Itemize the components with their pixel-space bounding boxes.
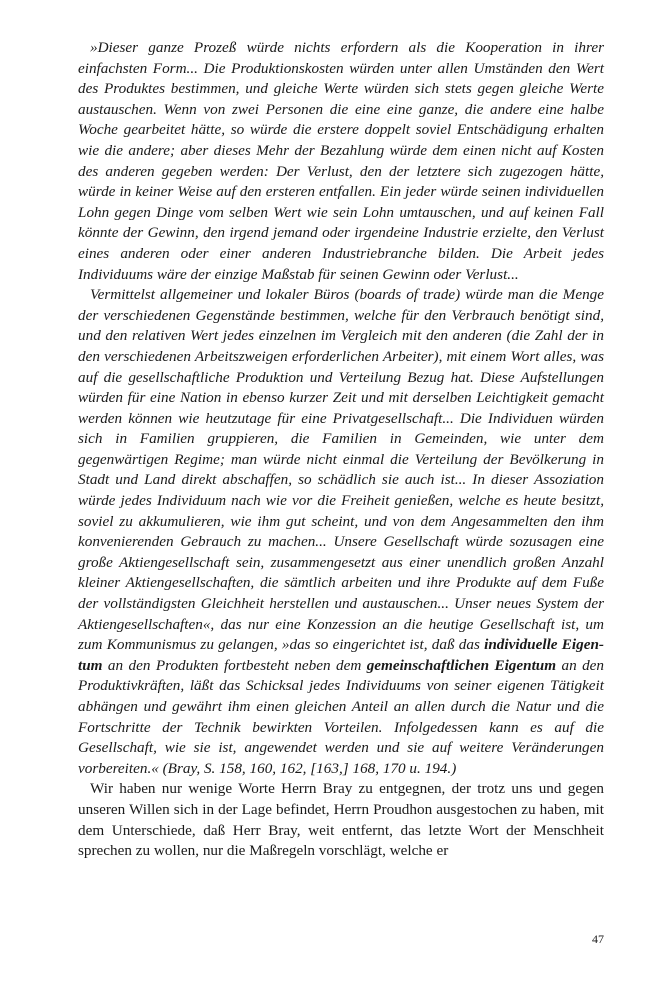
emphasis-individual-property: individuelle Eigentum	[78, 636, 604, 674]
quote-text-segment: Vermittelst allgemeiner und lokaler Büros (boards of trade) würde man die Menge der verschiedenen Gegenstände bestimmen, welche für den Verbrauch benötigt sind, und den relativen Wert jedes einzelnen im Vergleich mit den anderen (die Zahl der in den verschiedenen Arbeitszweigen erforderlichen Arbeiter), mit einem Wort alles, was auf die gesellschaftliche Produktion und Verteilung Bezug hat. Diese Aufstellungen würden für eine Nation in ebenso kurzer Zeit und mit derselben Leichtigkeit gemacht werden können wie heutzutage für eine Privatgesellschaft... Die Individuen würden sich in Familien gruppieren, die Familien in Gemeinden, wie unter dem gegenwärtigen Regime; man würde nicht einmal die Verteilung der Bevölkerung in Stadt und Land direkt abschaffen, so schädlich sie auch ist... In dieser Assoziation würde jedes Individuum nach wie vor die Freiheit genießen, welche es heute besitzt, soviel zu akkumulieren, wie ihm gut scheint, und von dem Angesammelten den ihm konvenierenden Gebrauch zu machen... Unsere Gesellschaft würde sozusagen eine große Aktiengesellschaft sein, zusammengesetzt aus einer unendlich großen Anzahl kleiner Aktiengesellschaften, die sämtlich arbeiten und ihre Produkte auf dem Fuße der vollständigsten Gleichheit herstellen und austauschen... Unser neues System der Aktiengesellschaften«, das nur eine Konzession an die heutige Gesellschaft ist, um zum Kommunismus zu gelangen, »das so eingerichtet ist, daß das	[78, 286, 604, 654]
quote-text-segment: an den Produkten fortbesteht neben dem	[102, 656, 367, 674]
quote-text-segment: an den Produktivkräften, läßt das Schicksal jedes Individuums von seiner eigenen Tätigkeit abhängen und gewährt ihm einen gleichen Anteil an allen durch die Natur und die Fortschritte der Technik bewirkten Vorteilen. Infolgedessen kann es auf die Gesellschaft, wie sie ist, angewendet werden und sie auf weitere Veränderungen vorbereiten.« (Bray, S. 158, 160, 162, [163,] 168, 170 u. 194.)	[78, 656, 604, 777]
quote-paragraph-1: »Dieser ganze Prozeß würde nichts erfordern als die Kooperation in ihrer einfachsten Form... Die Produktionskosten würden unter allen Umständen den Wert des Produktes bestimmen, und gleiche Werte würden sich stets gegen gleiche Werte austauschen. Wenn von zwei Personen die eine eine ganze, die andere eine halbe Woche gearbeitet hätte, so würde die erstere doppelt soviel Entschädigung erhalten wie die andere; aber dieses Mehr der Bezahlung würde dem einen nicht auf Kosten des anderen gegeben werden: Der Verlust, den der letztere sich zugezogen hätte, würde in keiner Weise auf den ersteren entfallen. Ein jeder würde seinen individuellen Lohn gegen Dinge vom selben Wert wie sein Lohn umtauschen, und auf keinen Fall könnte der Gewinn, den irgend jemand oder irgendeine Industrie erzielte, den Verlust eines anderen oder einer anderen Industriebranche bilden. Die Arbeit jedes Individuums wäre der einzige Maßstab für seinen Gewinn oder Verlust...	[78, 39, 604, 283]
quote-paragraph-2	[78, 285, 604, 779]
body-paragraph: Wir haben nur wenige Worte Herrn Bray zu entgegnen, der trotz uns und gegen unseren Willen sich in der Lage befindet, Herrn Proudhon ausgestochen zu haben, mit dem Unterschiede, daß Herr Bray, weit entfernt, das letzte Wort der Menschheit sprechen zu wollen, nur die Maßregeln vorschlägt, welche er	[78, 780, 604, 860]
emphasis-common-property: gemeinschaftlichen Eigentum	[366, 656, 557, 674]
page-content	[78, 38, 604, 862]
page-number: 47	[592, 932, 604, 946]
